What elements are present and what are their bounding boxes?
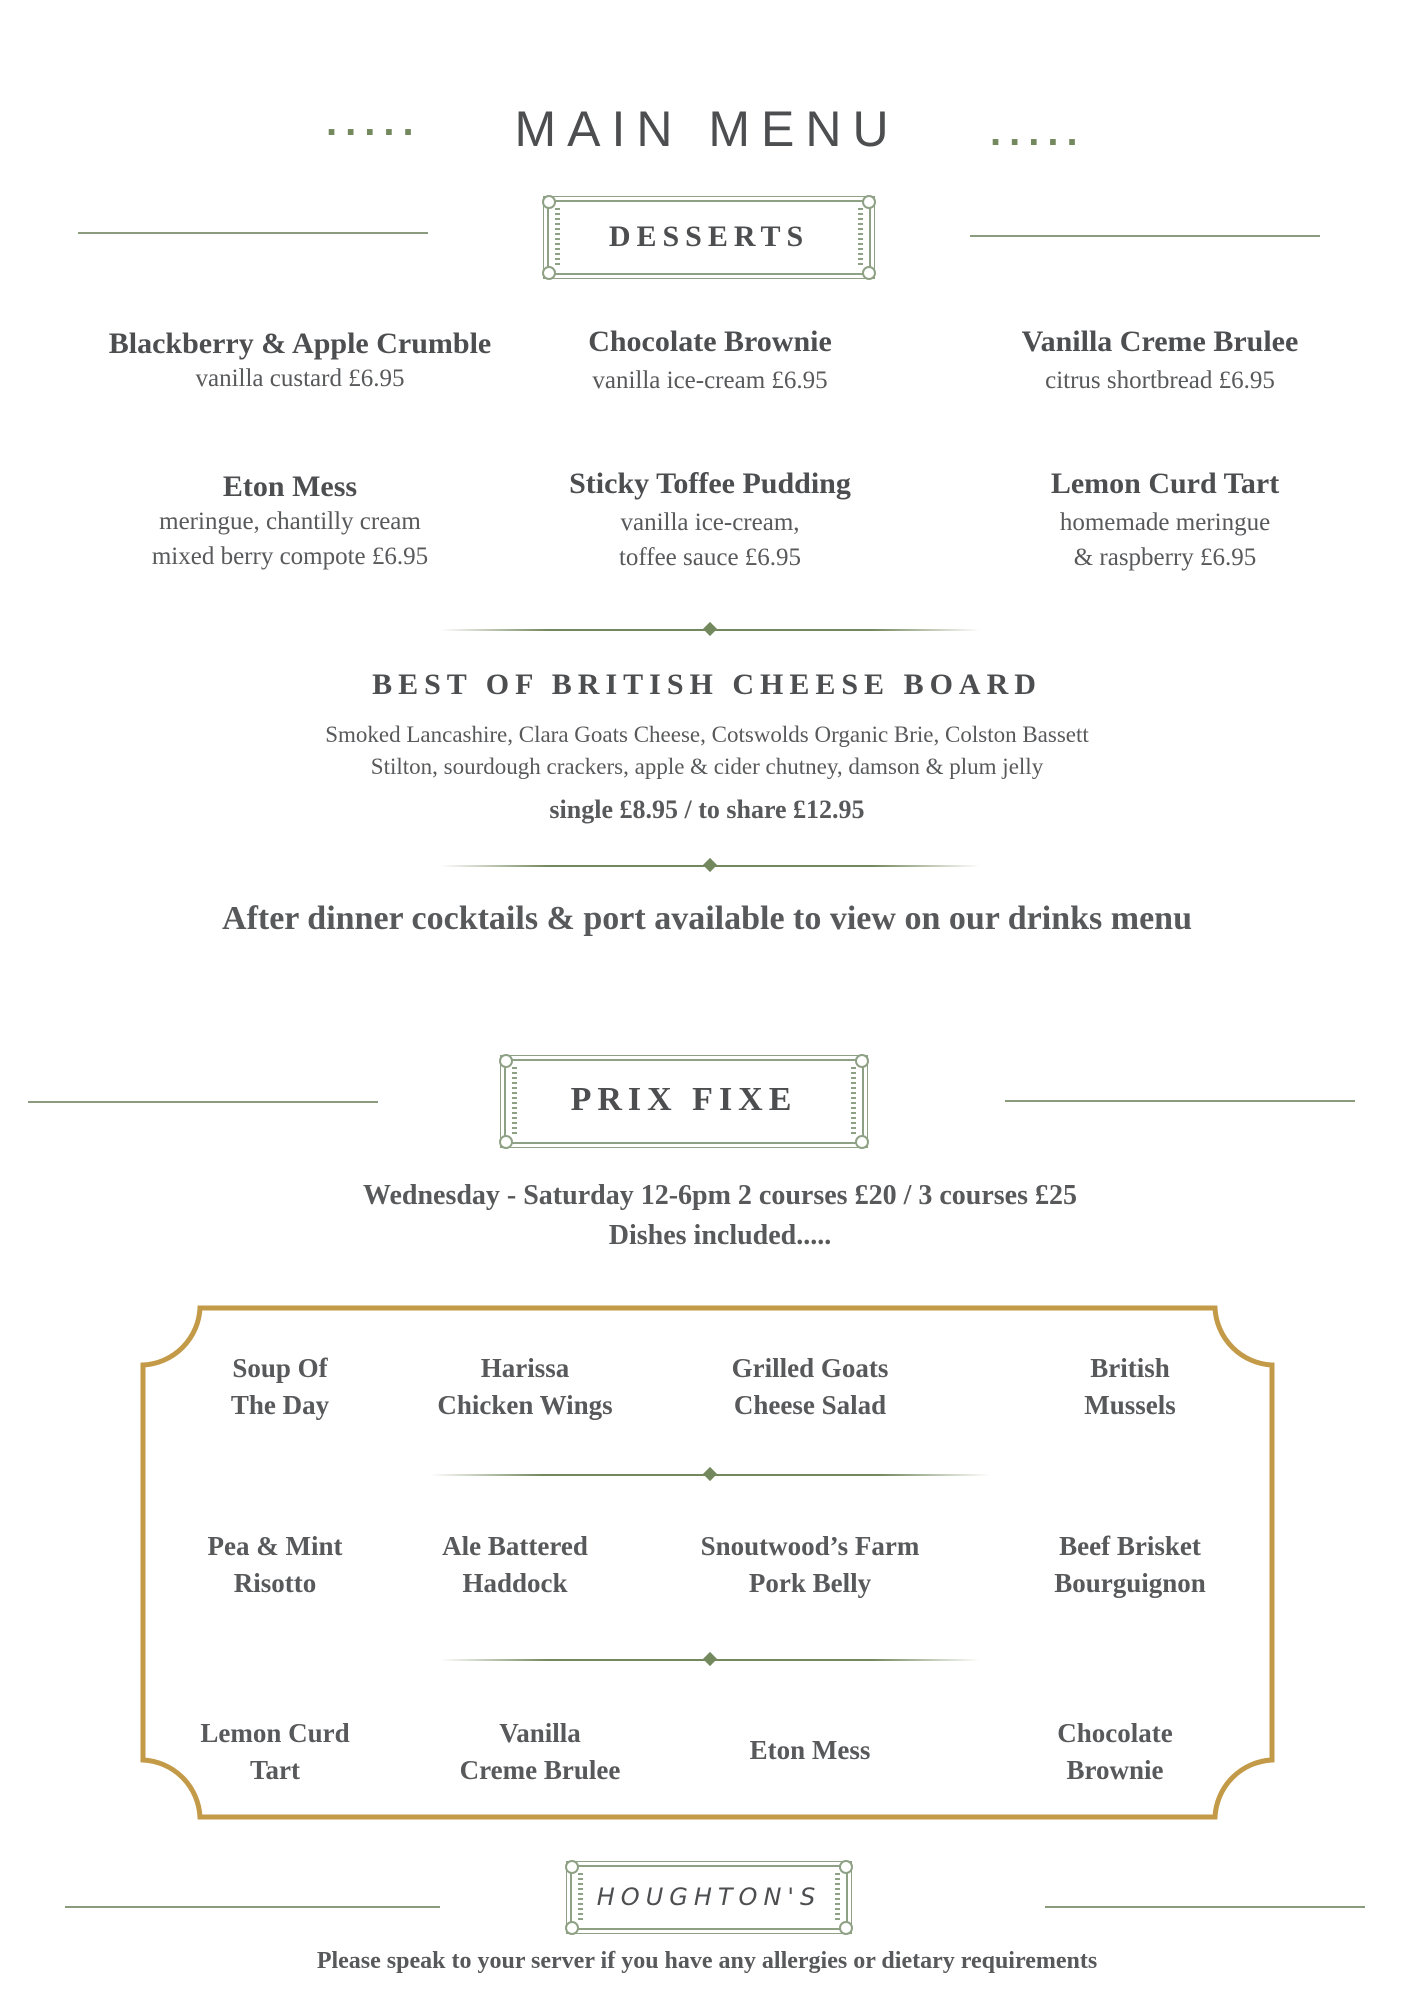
dessert-item bbox=[510, 467, 910, 575]
allergy-note: Please speak to your server if you have any allergies or dietary requirements bbox=[316, 1948, 1098, 1974]
dish-line: Beef Brisket bbox=[1059, 1531, 1201, 1561]
brand-name: HOUGHTON'S bbox=[596, 1883, 822, 1911]
dessert-description: homemade meringue bbox=[1059, 509, 1271, 536]
prix-fixe-starter bbox=[410, 1350, 640, 1424]
dessert-description: meringue, chantilly cream bbox=[159, 508, 421, 535]
brand-label-frame bbox=[570, 1865, 848, 1930]
dessert-name: Chocolate Brownie bbox=[588, 325, 832, 358]
prix-fixe-included: Dishes included..... bbox=[608, 1220, 832, 1251]
prix-fixe-main bbox=[1015, 1528, 1245, 1602]
ornamental-divider bbox=[440, 859, 980, 873]
dish-line: Pea & Mint bbox=[207, 1531, 343, 1561]
ornamental-divider bbox=[440, 623, 980, 637]
section-title-desserts: DESSERTS bbox=[608, 220, 810, 253]
cheese-board-description: Stilton, sourdough crackers, apple & cider chutney, damson & plum jelly bbox=[370, 754, 1044, 779]
dessert-name: Vanilla Creme Brulee bbox=[1021, 325, 1299, 358]
dish-line: Brownie bbox=[1066, 1755, 1164, 1785]
dish-line: Ale Battered bbox=[442, 1531, 588, 1561]
prix-fixe-dessert bbox=[175, 1715, 375, 1789]
dish-line: Chicken Wings bbox=[437, 1390, 613, 1420]
dish-line: Risotto bbox=[233, 1568, 317, 1598]
dessert-description: citrus shortbread £6.95 bbox=[1045, 367, 1275, 394]
dessert-description: toffee sauce £6.95 bbox=[618, 544, 802, 571]
rule-right bbox=[1045, 1906, 1365, 1908]
dessert-name: Blackberry & Apple Crumble bbox=[108, 327, 492, 360]
ornamental-divider bbox=[440, 1653, 980, 1667]
decorative-dots-right: ..... bbox=[990, 110, 1086, 154]
dish-line: Snoutwood’s Farm bbox=[700, 1531, 920, 1561]
prix-fixe-starter bbox=[1030, 1350, 1230, 1424]
dish-line: Grilled Goats bbox=[731, 1353, 889, 1383]
rule-left bbox=[78, 232, 428, 234]
prix-fixe-main bbox=[175, 1528, 375, 1602]
dessert-name: Sticky Toffee Pudding bbox=[569, 467, 851, 500]
dessert-name: Eton Mess bbox=[222, 470, 358, 503]
rule-left bbox=[28, 1101, 378, 1103]
dessert-item bbox=[960, 325, 1360, 398]
cheese-board-title: BEST OF BRITISH CHEESE BOARD bbox=[372, 668, 1042, 701]
dish-line: Vanilla bbox=[499, 1718, 581, 1748]
prix-fixe-main bbox=[665, 1528, 955, 1602]
dish-line: Lemon Curd bbox=[200, 1718, 350, 1748]
dessert-name: Lemon Curd Tart bbox=[1050, 467, 1280, 500]
dish-line: Chocolate bbox=[1057, 1718, 1173, 1748]
cheese-board-description: Smoked Lancashire, Clara Goats Cheese, Cotswolds Organic Brie, Colston Bassett bbox=[325, 722, 1089, 747]
dish-line: Creme Brulee bbox=[459, 1755, 621, 1785]
prix-fixe-dessert bbox=[700, 1732, 920, 1769]
decorative-dots-left: ..... bbox=[326, 100, 422, 144]
prix-fixe-schedule: Wednesday - Saturday 12-6pm 2 courses £20 / 3 courses £25 bbox=[362, 1180, 1077, 1211]
dessert-item bbox=[70, 327, 530, 396]
dish-line: Mussels bbox=[1084, 1390, 1176, 1420]
dessert-description: vanilla custard £6.95 bbox=[195, 365, 405, 392]
prix-fixe-starter bbox=[180, 1350, 380, 1424]
dish-line: The Day bbox=[230, 1390, 330, 1420]
dessert-item bbox=[510, 325, 910, 398]
dessert-description: mixed berry compote £6.95 bbox=[151, 543, 429, 570]
dessert-description: vanilla ice-cream, bbox=[620, 509, 800, 536]
prix-fixe-starter bbox=[680, 1350, 940, 1424]
page-title: MAIN MENU bbox=[514, 101, 900, 157]
dish-line: Harissa bbox=[480, 1353, 570, 1383]
dish-line: Soup Of bbox=[232, 1353, 328, 1383]
prix-fixe-label-frame bbox=[504, 1059, 864, 1144]
dish-line: Bourguignon bbox=[1054, 1568, 1206, 1598]
dish-line: Pork Belly bbox=[748, 1568, 872, 1598]
dessert-item bbox=[965, 467, 1365, 575]
after-dinner-note: After dinner cocktails & port available to view on our drinks menu bbox=[222, 900, 1192, 937]
dessert-item bbox=[90, 470, 490, 574]
dish-line: Eton Mess bbox=[749, 1735, 871, 1765]
prix-fixe-dessert bbox=[425, 1715, 655, 1789]
cheese-board-prices: single £8.95 / to share £12.95 bbox=[549, 795, 865, 824]
ornamental-divider bbox=[430, 1468, 990, 1482]
dish-line: Cheese Salad bbox=[733, 1390, 887, 1420]
prix-fixe-dessert bbox=[1015, 1715, 1215, 1789]
dish-line: Haddock bbox=[462, 1568, 568, 1598]
dessert-description: & raspberry £6.95 bbox=[1073, 544, 1257, 571]
dessert-description: vanilla ice-cream £6.95 bbox=[592, 367, 828, 394]
desserts-label-frame bbox=[547, 200, 871, 275]
rule-left bbox=[65, 1906, 440, 1908]
rule-right bbox=[970, 235, 1320, 237]
rule-right bbox=[1005, 1100, 1355, 1102]
dish-line: British bbox=[1090, 1353, 1170, 1383]
section-title-prix-fixe: PRIX FIXE bbox=[570, 1081, 798, 1118]
prix-fixe-main bbox=[400, 1528, 630, 1602]
dish-line: Tart bbox=[249, 1755, 300, 1785]
